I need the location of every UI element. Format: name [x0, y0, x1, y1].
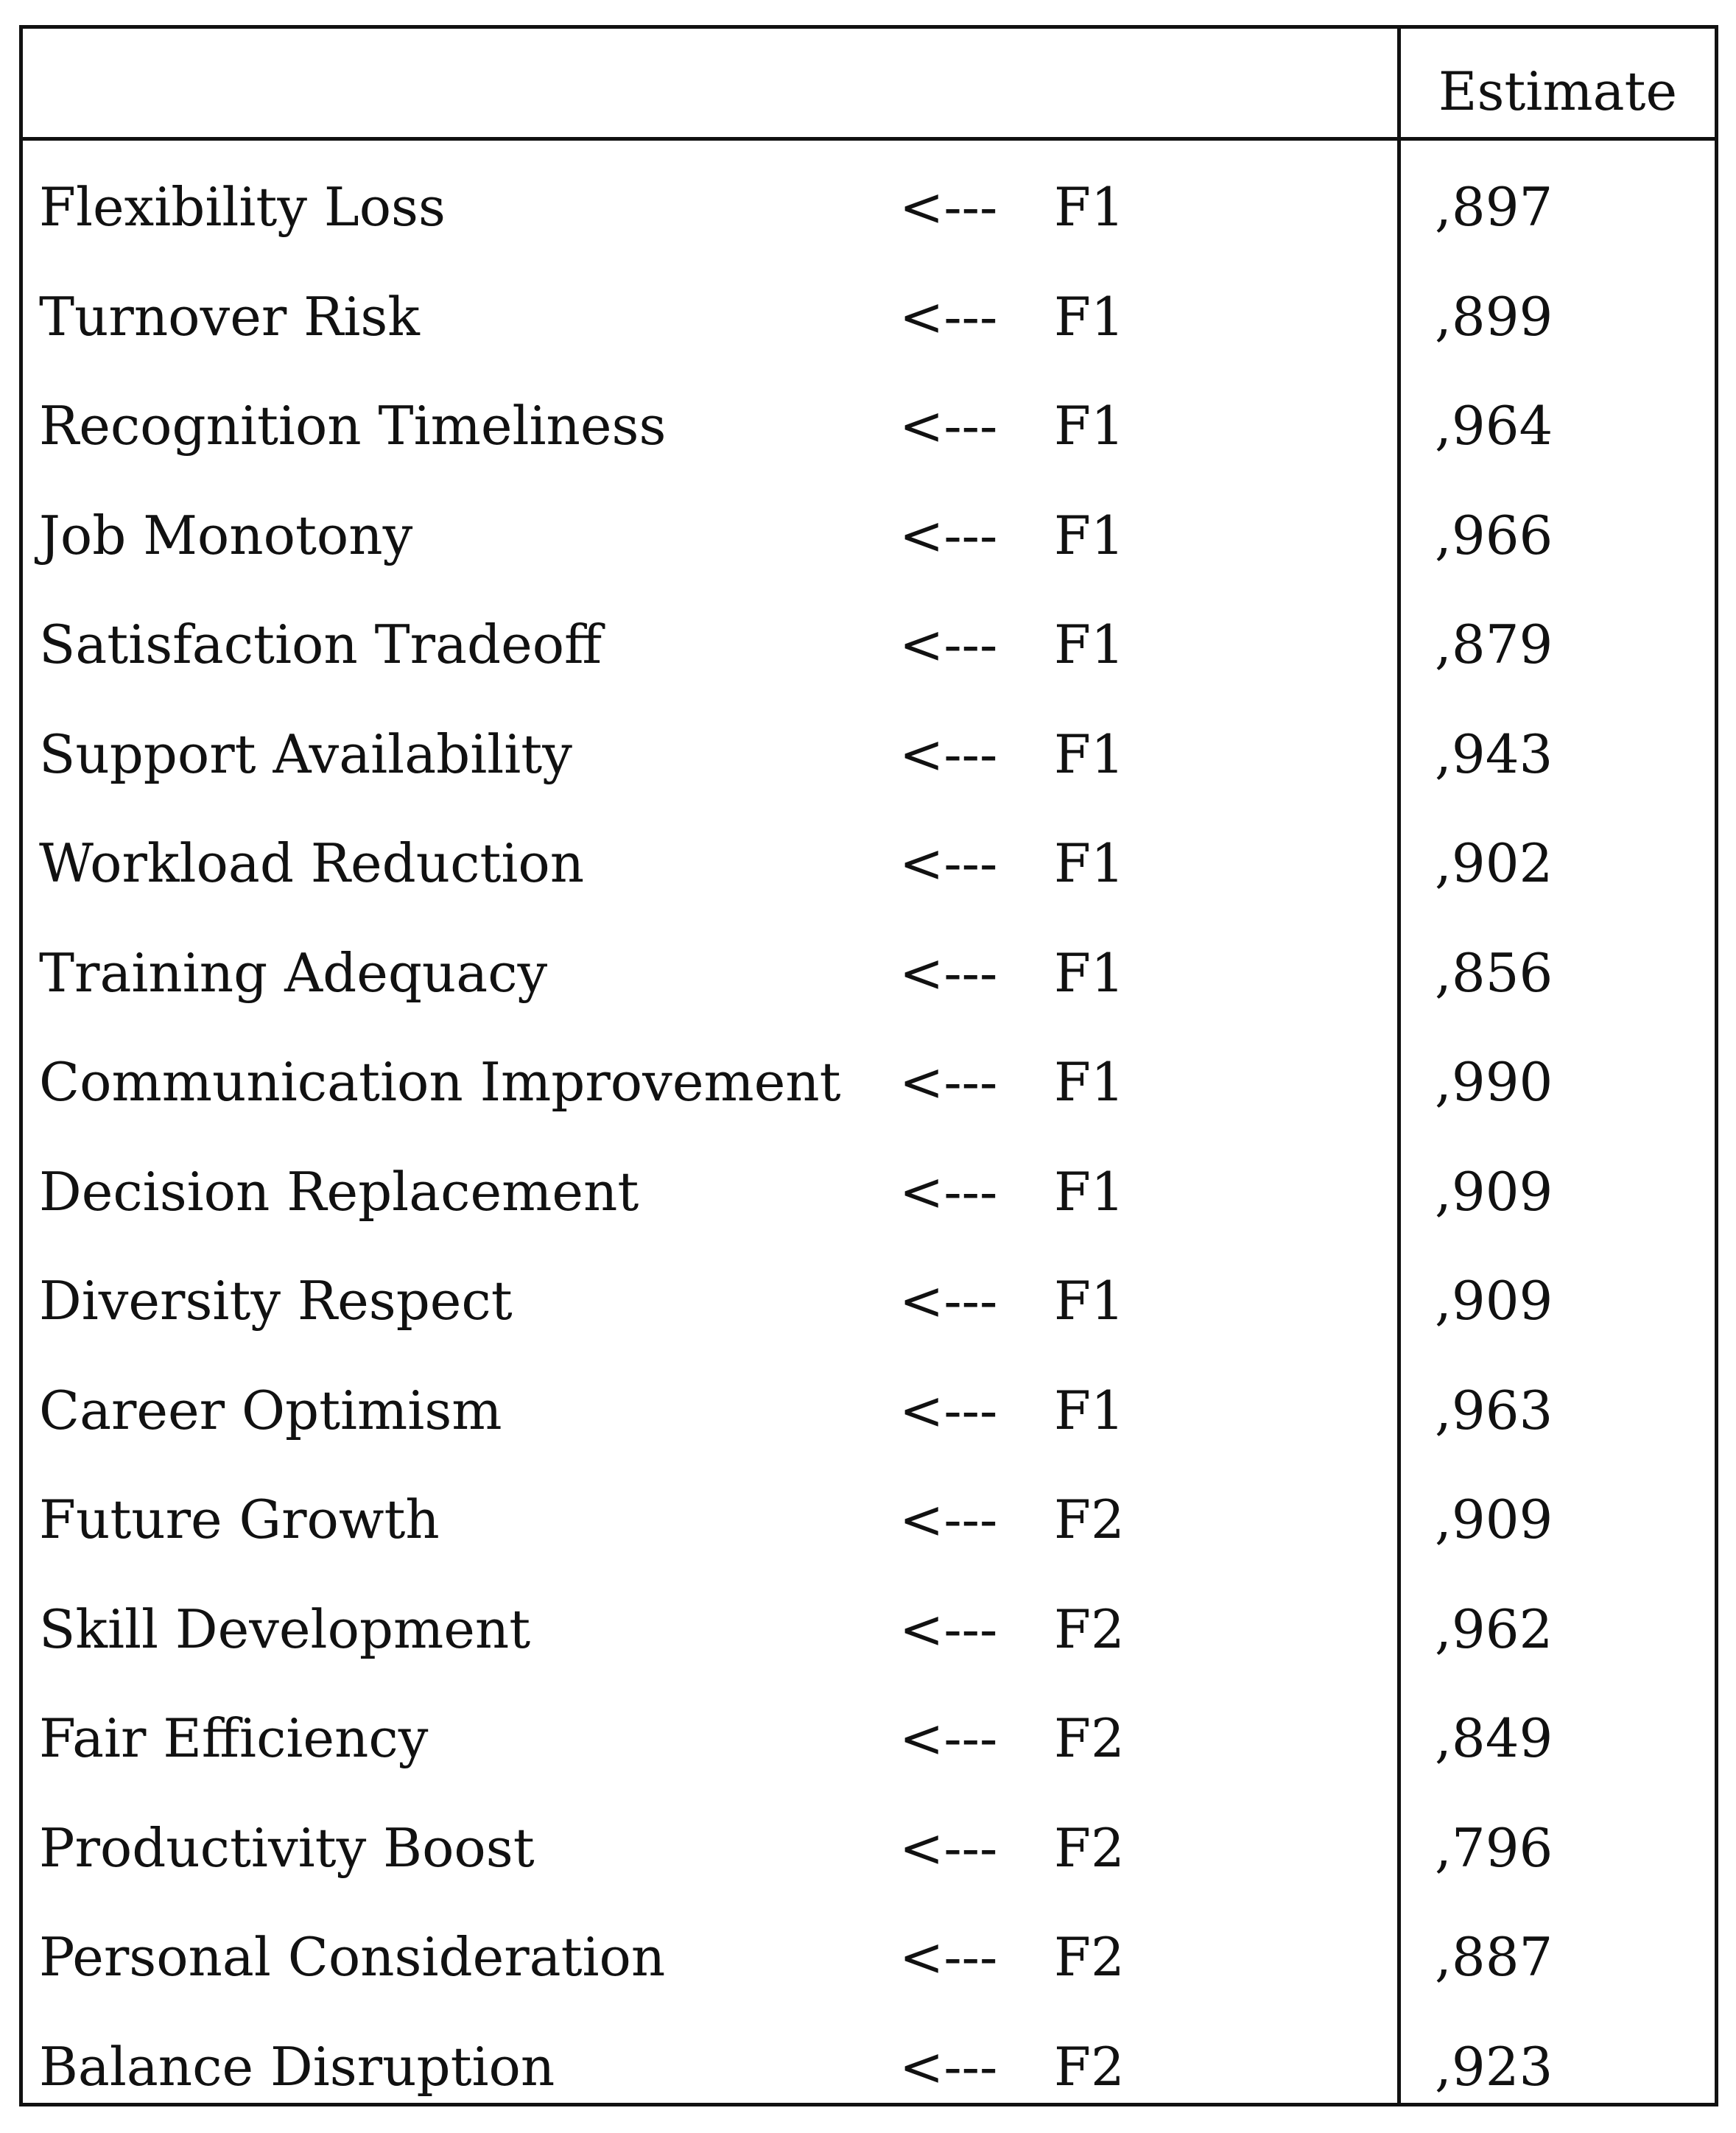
table-row	[23, 1125, 1715, 1235]
variable-cell: Support Availability	[39, 723, 572, 785]
factor-cell: F2	[1054, 1816, 1125, 1879]
variable-cell: Productivity Boost	[39, 1816, 535, 1879]
factor-cell: F1	[1054, 1270, 1125, 1332]
factor-cell: F2	[1054, 1926, 1125, 1988]
estimate-cell: ,897	[1435, 176, 1553, 238]
table-row	[23, 1782, 1715, 1891]
table-row	[23, 797, 1715, 907]
estimate-cell: ,899	[1435, 285, 1553, 348]
table-row	[23, 2000, 1715, 2110]
arrow-cell: <---	[899, 614, 998, 675]
table-row	[23, 1344, 1715, 1454]
estimate-cell: ,902	[1435, 832, 1553, 894]
factor-cell: F2	[1054, 2035, 1125, 2098]
variable-cell: Balance Disruption	[39, 2035, 555, 2098]
table-row	[23, 1891, 1715, 2000]
variable-cell: Decision Replacement	[39, 1160, 639, 1223]
factor-cell: F1	[1054, 285, 1125, 348]
table-header-row	[23, 29, 1715, 141]
factor-cell: F1	[1054, 832, 1125, 894]
arrow-cell: <---	[899, 1270, 998, 1332]
factor-cell: F2	[1054, 1489, 1125, 1550]
table-row	[23, 907, 1715, 1016]
variable-cell: Training Adequacy	[39, 941, 548, 1004]
arrow-cell: <---	[899, 2035, 998, 2098]
factor-cell: F1	[1054, 1160, 1125, 1223]
variable-cell: Job Monotony	[39, 504, 413, 566]
estimate-cell: ,966	[1435, 504, 1553, 566]
arrow-cell: <---	[899, 504, 998, 566]
factor-cell: F2	[1054, 1707, 1125, 1769]
variable-cell: Fair Efficiency	[39, 1707, 429, 1769]
estimate-column-header: Estimate	[1438, 60, 1678, 122]
factor-cell: F2	[1054, 1598, 1125, 1660]
variable-cell: Turnover Risk	[39, 285, 420, 348]
arrow-cell: <---	[899, 285, 998, 348]
arrow-cell: <---	[899, 1926, 998, 1988]
arrow-cell: <---	[899, 723, 998, 785]
variable-cell: Personal Consideration	[39, 1926, 666, 1988]
arrow-cell: <---	[899, 1489, 998, 1550]
variable-cell: Flexibility Loss	[39, 176, 446, 238]
table-row	[23, 141, 1715, 250]
variable-cell: Diversity Respect	[39, 1270, 513, 1332]
table-row	[23, 688, 1715, 798]
arrow-cell: <---	[899, 395, 998, 457]
estimate-cell: ,962	[1435, 1598, 1553, 1660]
variable-cell: Future Growth	[39, 1489, 440, 1550]
variable-cell: Skill Development	[39, 1598, 531, 1660]
arrow-cell: <---	[899, 941, 998, 1004]
variable-cell: Communication Improvement	[39, 1051, 841, 1113]
variable-cell: Career Optimism	[39, 1379, 502, 1441]
estimate-cell: ,849	[1435, 1707, 1553, 1769]
estimate-cell: ,909	[1435, 1489, 1553, 1550]
variable-cell: Workload Reduction	[39, 832, 585, 894]
arrow-cell: <---	[899, 1379, 998, 1441]
table-row	[23, 469, 1715, 579]
table-row	[23, 1672, 1715, 1782]
factor-cell: F1	[1054, 1379, 1125, 1441]
factor-cell: F1	[1054, 723, 1125, 785]
table-row	[23, 359, 1715, 469]
factor-cell: F1	[1054, 941, 1125, 1004]
estimate-cell: ,909	[1435, 1160, 1553, 1223]
estimate-cell: ,796	[1435, 1816, 1553, 1879]
table-row	[23, 250, 1715, 360]
arrow-cell: <---	[899, 1160, 998, 1223]
table-row	[23, 578, 1715, 688]
arrow-cell: <---	[899, 1816, 998, 1879]
variable-cell: Satisfaction Tradeoff	[39, 614, 602, 675]
estimate-cell: ,923	[1435, 2035, 1553, 2098]
table-row	[23, 1234, 1715, 1344]
estimate-cell: ,964	[1435, 395, 1553, 457]
estimate-cell: ,856	[1435, 941, 1553, 1004]
variable-cell: Recognition Timeliness	[39, 395, 667, 457]
table-row	[23, 1016, 1715, 1125]
arrow-cell: <---	[899, 1707, 998, 1769]
estimate-cell: ,990	[1435, 1051, 1553, 1113]
estimate-cell: ,943	[1435, 723, 1553, 785]
table-row	[23, 1563, 1715, 1673]
arrow-cell: <---	[899, 1051, 998, 1113]
arrow-cell: <---	[899, 832, 998, 894]
factor-cell: F1	[1054, 176, 1125, 238]
arrow-cell: <---	[899, 176, 998, 238]
arrow-cell: <---	[899, 1598, 998, 1660]
estimate-cell: ,887	[1435, 1926, 1553, 1988]
factor-cell: F1	[1054, 395, 1125, 457]
estimate-cell: ,879	[1435, 614, 1553, 675]
estimate-cell: ,909	[1435, 1270, 1553, 1332]
estimate-cell: ,963	[1435, 1379, 1553, 1441]
factor-cell: F1	[1054, 504, 1125, 566]
regression-weights-table	[19, 25, 1718, 2106]
factor-cell: F1	[1054, 1051, 1125, 1113]
table-body	[23, 141, 1715, 2109]
factor-cell: F1	[1054, 614, 1125, 675]
table-row	[23, 1453, 1715, 1563]
